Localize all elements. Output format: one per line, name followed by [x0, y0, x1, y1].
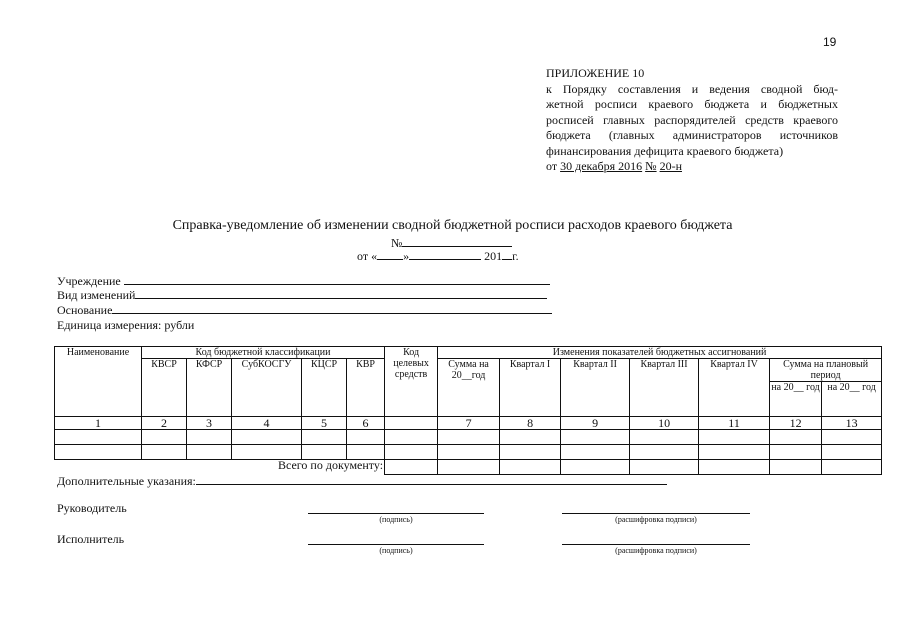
executor-signature-caption: (подпись): [379, 546, 413, 555]
header-year-1: на 20__ год: [770, 382, 822, 417]
header-subkosgu: СубКОСГУ: [232, 359, 302, 417]
additional-label: Дополнительные указания:: [57, 474, 196, 488]
executor-signature-line[interactable]: [308, 544, 484, 545]
column-number: 4: [232, 417, 302, 430]
date-prefix: от «: [357, 249, 378, 263]
header-q2: Квартал II: [561, 359, 630, 417]
page-number: 19: [823, 35, 837, 49]
basis-label: Основание: [57, 303, 113, 317]
header-sum-year: Сумма на 20__год: [438, 359, 500, 417]
additional-instructions: [57, 474, 667, 489]
change-type-field: [57, 288, 547, 303]
column-number: 8: [500, 417, 561, 430]
appendix-block: [546, 66, 838, 175]
basis-field: [57, 303, 552, 318]
header-kcsr: КЦСР: [302, 359, 347, 417]
header-q4: Квартал IV: [699, 359, 770, 417]
institution-label: Учреждение: [57, 274, 121, 288]
date-mid: »: [403, 249, 410, 263]
total-row: [55, 460, 882, 475]
number-label: №: [391, 236, 403, 250]
head-label: Руководитель: [57, 501, 127, 515]
year-blank[interactable]: [502, 249, 512, 260]
head-decode-line[interactable]: [562, 513, 750, 514]
document-date-line: [357, 249, 519, 264]
appendix-line: жетной росписи краевого бюджета и бюджетных: [546, 97, 838, 111]
header-kvsr: КВСР: [142, 359, 187, 417]
head-signature-caption: (подпись): [379, 515, 413, 524]
executor-decode-caption: (расшифровка подписи): [615, 546, 697, 555]
header-changes-group: Изменения показателей бюджетных ассигнований: [438, 347, 882, 359]
head-decode-caption: (расшифровка подписи): [615, 515, 697, 524]
basis-blank[interactable]: [112, 303, 552, 314]
header-name: Наименование: [55, 347, 142, 417]
header-planned-period: Сумма на плановый период: [770, 359, 882, 382]
number-blank[interactable]: [402, 235, 512, 247]
column-number: 12: [770, 417, 822, 430]
executor-decode-line[interactable]: [562, 544, 750, 545]
column-number: 5: [302, 417, 347, 430]
day-blank[interactable]: [377, 249, 403, 260]
executor-label: Исполнитель: [57, 532, 125, 546]
appendix-line: бюджета (главных администраторов источников: [546, 128, 838, 142]
header-code-group: Код бюджетной классификации: [142, 347, 385, 359]
appendix-date-line: [546, 159, 838, 175]
header-kfsr: КФСР: [187, 359, 232, 417]
column-number: 1: [55, 417, 142, 430]
header-year-2: на 20__ год: [822, 382, 882, 417]
column-number: 13: [822, 417, 882, 430]
additional-blank[interactable]: [196, 474, 667, 485]
total-label: Всего по документу:: [55, 460, 385, 475]
year-suffix: г.: [512, 249, 519, 263]
column-number: 9: [561, 417, 630, 430]
month-blank[interactable]: [409, 249, 481, 260]
column-number: 2: [142, 417, 187, 430]
institution-field: [57, 274, 550, 289]
appendix-title: ПРИЛОЖЕНИЕ 10: [546, 66, 645, 80]
date-prefix: от: [546, 159, 558, 173]
column-number: 10: [630, 417, 699, 430]
change-type-label: Вид изменений: [57, 288, 136, 302]
column-number: 11: [699, 417, 770, 430]
appendix-number: 20-н: [659, 159, 682, 173]
column-number: 3: [187, 417, 232, 430]
header-target-code: Код целевых средств: [385, 347, 438, 417]
head-signature-line[interactable]: [308, 513, 484, 514]
column-number: 7: [438, 417, 500, 430]
appendix-line: к Порядку составления и ведения сводной бюд-: [546, 81, 838, 96]
appendix-line: финансирования дефицита краевого бюджета): [546, 143, 784, 158]
number-sign: №: [645, 159, 657, 173]
header-q3: Квартал III: [630, 359, 699, 417]
budget-table: [54, 346, 882, 475]
column-number: [385, 417, 438, 430]
column-numbers-row: [55, 417, 882, 430]
document-title: Справка-уведомление об изменении сводной бюджетной росписи расходов краевого бюджета: [172, 218, 733, 233]
year-prefix: 201: [484, 249, 503, 263]
institution-blank[interactable]: [124, 274, 550, 285]
table-row: [55, 430, 882, 445]
table-row: [55, 445, 882, 460]
unit-field: Единица измерения: рубли: [57, 318, 195, 332]
appendix-line: росписей главных распорядителей средств краевого: [546, 112, 838, 127]
change-type-blank[interactable]: [135, 288, 547, 299]
appendix-date: 30 декабря 2016: [560, 159, 643, 173]
header-kvr: КВР: [347, 359, 385, 417]
header-q1: Квартал I: [500, 359, 561, 417]
column-number: 6: [347, 417, 385, 430]
